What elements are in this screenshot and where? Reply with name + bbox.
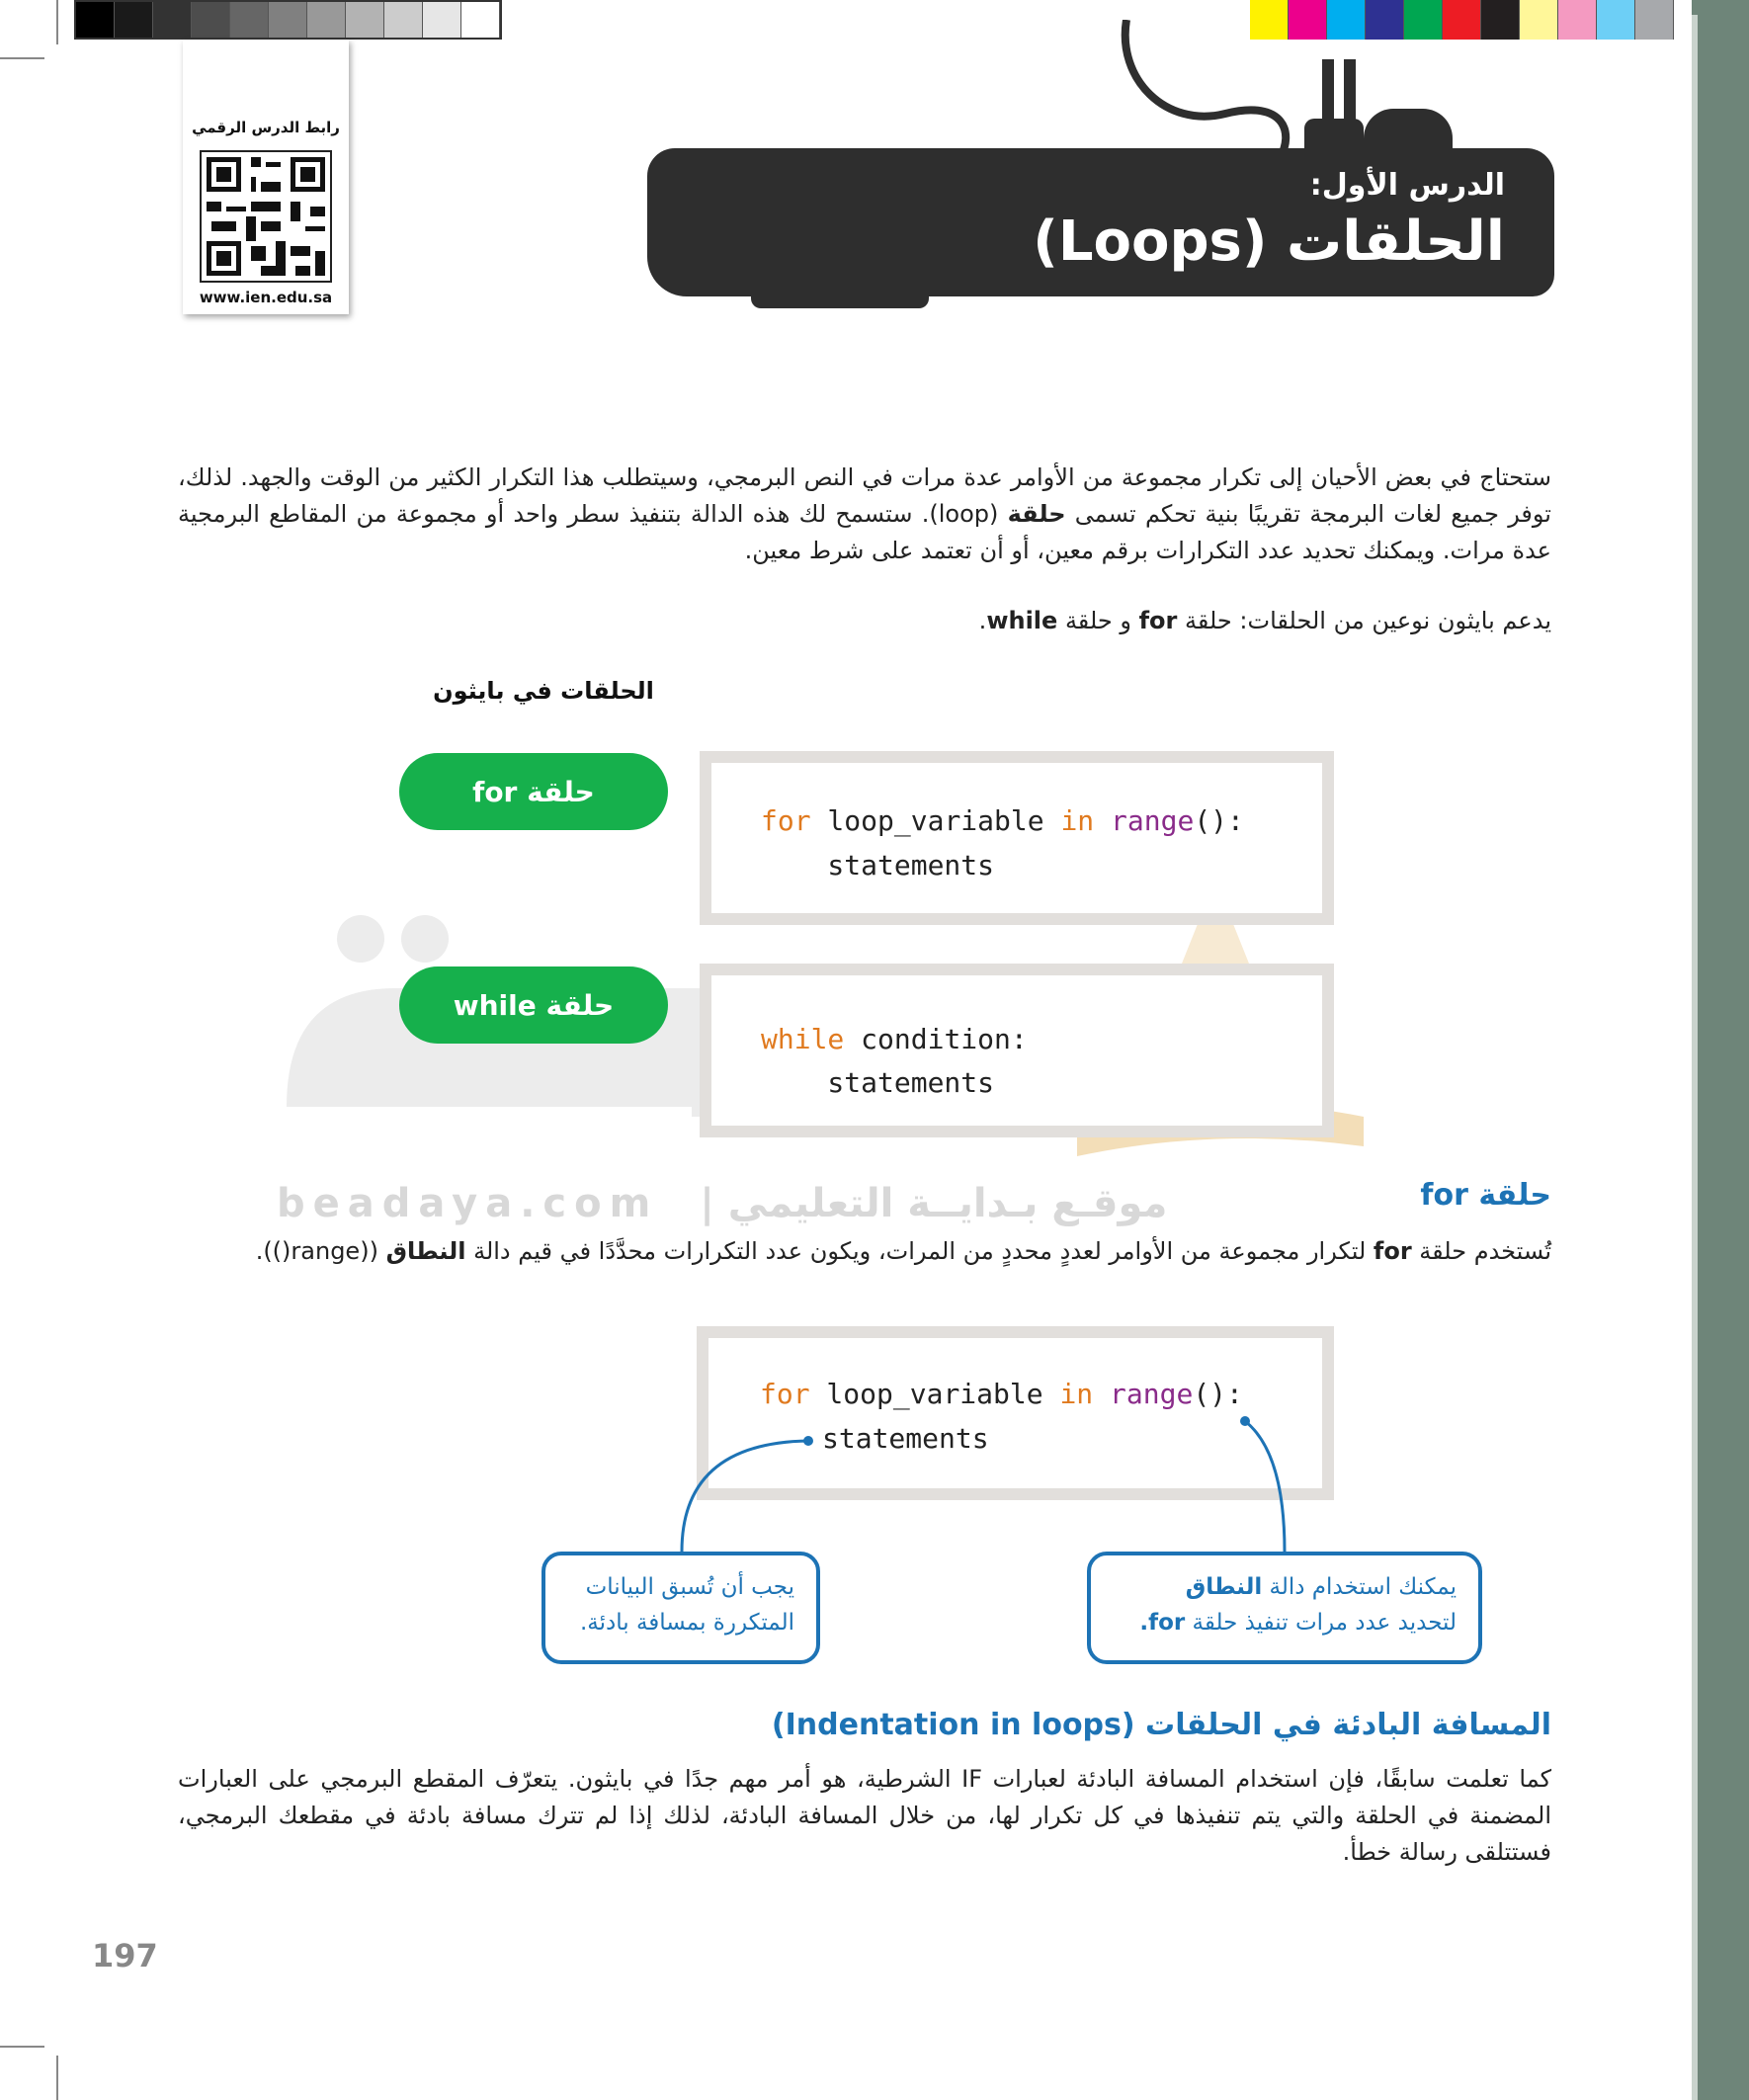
color-swatch: [1558, 0, 1597, 40]
for-syntax-line-2: statements: [822, 1422, 989, 1455]
loop-types-text: يدعم بايثون نوعين من الحلقات: حلقة: [1177, 607, 1551, 634]
indentation-section-heading: المسافة البادئة في الحلقات (Indentation in loops): [771, 1708, 1551, 1742]
color-swatch: [1635, 0, 1674, 40]
range-callout-for: for: [1148, 1610, 1186, 1636]
for-text-bold-range: النطاق: [385, 1237, 466, 1265]
for-code-line-1: [761, 804, 1244, 837]
intro-text: ستحتاج في بعض الأحيان إلى تكرار مجموعة من الأوامر عدة مرات في النص البرمجي، وسيتطلب هذا التكرار الكثير من الوقت والجهد. لذلك، توفر جميع لغات البرمجة تقريبًا بنية تحكم تسمى: [178, 463, 1551, 528]
indentation-section-text: كما تعلمت سابقًا، فإن استخدام المسافة البادئة لعبارات IF الشرطية، هو أمر مهم جدًا في بايثون. يتعرّف المقطع البرمجي على العبارات المضمنة في الحلقة والتي يتم تنفيذها في كل تكرار لها، من خلال المسافة البادئة، لذلك إذا لم تترك مسافة بادئة في مقطعك البرمجي، فستتلقى رسالة خطأ.: [178, 1765, 1551, 1866]
code-function-range: range: [1093, 1378, 1194, 1410]
intro-paragraph: [178, 460, 1551, 569]
intro-text: (loop). ستسمح لك هذه الدالة بتنفيذ سطر واحد أو مجموعة من المقاطع البرمجية عدة مرات. ويمكنك تحديد عدد التكرارات برقم معين، أو أن تعتمد على شرط معين.: [178, 500, 1551, 564]
loop-types-for: for: [1138, 607, 1178, 634]
for-loop-pill: حلقة for: [399, 753, 668, 830]
gray-swatch: [269, 2, 307, 38]
callout-connectors: [652, 1384, 1304, 1561]
code-parens: ():: [1194, 804, 1244, 837]
gray-swatch: [307, 2, 346, 38]
loop-types-while: while: [986, 607, 1058, 634]
range-callout-text: لتحديد عدد مرات تنفيذ حلقة: [1185, 1610, 1457, 1636]
crop-mark: [0, 2046, 44, 2048]
code-keyword-while: while: [761, 1023, 845, 1055]
range-callout-bold: النطاق: [1185, 1574, 1263, 1600]
for-code-box: [700, 751, 1334, 925]
loop-types-sentence: [178, 603, 1551, 639]
watermark-text: [277, 1181, 1167, 1226]
code-keyword-for: for: [761, 804, 811, 837]
qr-card[interactable]: [183, 40, 349, 314]
for-text: تُستخدم حلقة: [1411, 1237, 1551, 1265]
while-loop-pill: حلقة while: [399, 966, 668, 1044]
gray-swatch: [192, 2, 230, 38]
grayscale-color-bar: [74, 0, 502, 40]
while-code-line-2: statements: [761, 1066, 995, 1099]
indent-callout-line-2: المتكررة بمسافة بادئة.: [579, 1610, 794, 1636]
color-swatch: [1520, 0, 1558, 40]
crop-mark: [56, 0, 58, 44]
gray-swatch: [384, 2, 423, 38]
while-code-line-1: [761, 1023, 1028, 1055]
indent-callout-line-1: يجب أن تُسبق البيانات: [585, 1574, 794, 1600]
gray-swatch: [76, 2, 115, 38]
lesson-banner: [647, 148, 1554, 296]
range-callout-end: .: [1139, 1610, 1149, 1636]
crop-mark: [0, 57, 44, 59]
code-function-range: range: [1094, 804, 1195, 837]
qr-code-icon[interactable]: [200, 150, 332, 283]
for-text: ((range()).: [255, 1237, 386, 1265]
banner-tab: [751, 287, 929, 308]
for-code-line-2: statements: [761, 849, 995, 882]
indent-callout: [541, 1552, 820, 1664]
for-section-heading: حلقة for: [1420, 1178, 1551, 1213]
gray-swatch: [153, 2, 192, 38]
range-callout-text: يمكنك استخدام دالة: [1262, 1574, 1457, 1600]
gray-swatch: [346, 2, 384, 38]
code-variable: loop_variable: [809, 1378, 1060, 1410]
plug-cable-decoration: [1107, 20, 1364, 158]
code-parens: ():: [1193, 1378, 1243, 1410]
color-swatch: [1597, 0, 1635, 40]
qr-card-title: رابط الدرس الرقمي: [192, 119, 340, 136]
gray-swatch: [461, 2, 500, 38]
color-swatch: [1443, 0, 1481, 40]
page-number: 197: [92, 1937, 158, 1974]
color-swatch: [1481, 0, 1520, 40]
code-keyword-for: for: [760, 1378, 810, 1410]
loop-types-text: .: [978, 607, 987, 634]
code-keyword-in: in: [1060, 804, 1095, 837]
range-callout-line-1: [1113, 1569, 1457, 1605]
gray-swatch: [230, 2, 269, 38]
page-edge-strip: [1692, 0, 1749, 2100]
qr-card-url[interactable]: www.ien.edu.sa: [199, 289, 333, 306]
lesson-label: الدرس الأول:: [1309, 168, 1505, 203]
gray-swatch: [423, 2, 461, 38]
intro-bold-loop: حلقة: [1007, 500, 1066, 528]
while-code-box: [700, 964, 1334, 1137]
color-swatch: [1404, 0, 1443, 40]
range-callout: [1087, 1552, 1482, 1664]
range-callout-line-2: [1113, 1605, 1457, 1640]
watermark-latin: beadaya.com: [277, 1181, 659, 1226]
lesson-title: الحلقات (Loops): [1033, 210, 1505, 274]
gray-swatch: [115, 2, 153, 38]
code-variable: loop_variable: [810, 804, 1061, 837]
for-text: لتكرار مجموعة من الأوامر لعددٍ محددٍ من المرات، ويكون عدد التكرارات محدَّدًا في قيم دالة: [465, 1237, 1374, 1265]
loop-types-text: و حلقة: [1057, 607, 1139, 634]
watermark-arabic: موقـع بـدايــة التعليمي |: [700, 1181, 1168, 1226]
page-edge-highlight: [1692, 15, 1698, 2100]
for-text-bold-for: for: [1373, 1237, 1412, 1265]
color-swatch: [1366, 0, 1404, 40]
code-condition: condition:: [844, 1023, 1028, 1055]
code-keyword-in: in: [1059, 1378, 1094, 1410]
crop-mark: [56, 2056, 58, 2100]
loops-diagram-heading: الحلقات في بايثون: [433, 677, 654, 705]
for-section-text: [178, 1233, 1551, 1270]
